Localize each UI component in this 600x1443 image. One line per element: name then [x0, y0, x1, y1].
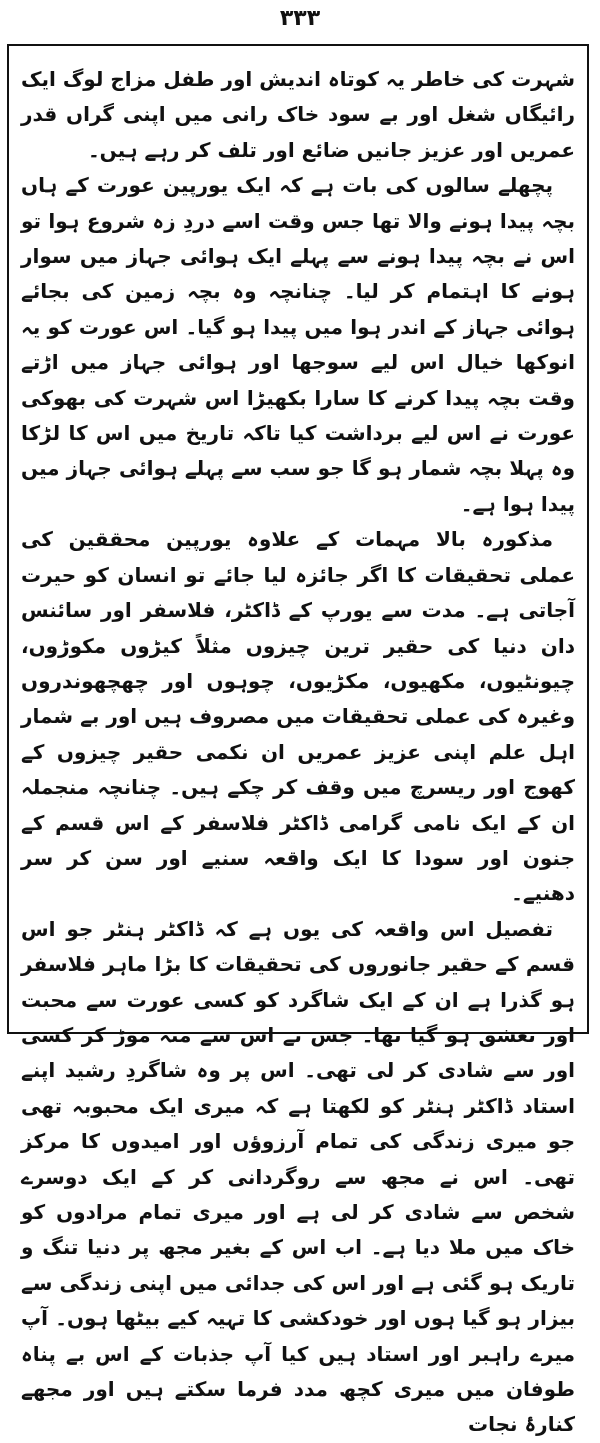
paragraph-2: پچھلے سالوں کی بات ہے کہ ایک یورپین عورت کے ہاں بچہ پیدا ہونے والا تھا جس وقت اسے دردِ زہ شروع ہوا تو اس نے بچہ پیدا ہونے سے پہلے ایک ہوائی جہاز میں سوار ہونے کا اہتمام کر لیا۔ چنانچہ وہ بچہ زمین کی بجائے ہوائی جہاز کے اندر ہوا میں پیدا ہو گیا۔ اس عورت کو یہ انوکھا خیال اس لیے سوجھا اور ہوائی جہاز میں اڑتے وقت بچہ پیدا کرنے کا سارا بکھیڑا اس شہرت کی بھوکی عورت نے اس لیے برداشت کیا تاکہ تاریخ میں اس کا لڑکا وہ پہلا بچہ شمار ہو گا جو سب سے پہلے ہوائی جہاز میں پیدا ہوا ہے۔ — [21, 173, 575, 516]
page-border — [7, 44, 589, 1437]
paragraph-3: مذکورہ بالا مہمات کے علاوہ یورپین محققین کی عملی تحقیقات کا اگر جائزہ لیا جائے تو انسان کو حیرت آجاتی ہے۔ مدت سے یورپ کے ڈاکٹر، فلاسفر اور سائنس دان دنیا کی حقیر ترین چیزوں مثلاً کیڑوں مکوڑوں، چیونٹیوں، مکھیوں، مکڑیوں، چوہوں اور چھچھوندروں وغیرہ کی عملی تحقیقات میں مصروف ہیں اور بے شمار اہل علم اپنی عزیز عمریں ان نکمی حقیر چیزوں کے کھوج اور ریسرچ میں وقف کر چکے ہیں۔ چنانچہ منجملہ ان کے ایک نامی گرامی ڈاکٹر فلاسفر کے اس قسم کے جنون اور سودا کا ایک واقعہ سنیے اور سن کر سر دھنیے۔ — [21, 527, 575, 906]
page-text — [21, 62, 575, 1443]
paragraph-4: تفصیل اس واقعہ کی یوں ہے کہ ڈاکٹر ہنٹر جو اس قسم کے حقیر جانوروں کی تحقیقات کا بڑا ماہر فلاسفر ہو گذرا ہے ان کے ایک شاگرد کو کسی عورت سے محبت اور تعشق ہو گیا تھا۔ جس نے اس سے منہ موڑ کر کسی اور سے شادی کر لی تھی۔ اس پر وہ شاگردِ رشید اپنے استاد ڈاکٹر ہنٹر کو لکھتا ہے کہ میری ایک محبوبہ تھی جو میری زندگی کی تمام آرزوؤں اور امیدوں کا مرکز تھی۔ اس نے مجھ سے روگردانی کر کے ایک دوسرے شخص سے شادی کر لی ہے اور میری تمام مرادوں کو خاک میں ملا دیا ہے۔ اب اس کے بغیر مجھ پر دنیا تنگ و تاریک ہو گئی ہے اور اس کی جدائی میں اپنی زندگی سے بیزار ہو گیا ہوں اور خودکشی کا تہیہ کیے بیٹھا ہوں۔ آپ میرے راہبر اور استاد ہیں کیا آپ جذبات کے اس بے پناہ طوفان میں میری کچھ مدد فرما سکتے ہیں اور مجھے کنارۂ نجات — [21, 916, 575, 1437]
paragraph-1: شہرت کی خاطر یہ کوتاہ اندیش اور طفل مزاج لوگ ایک رائیگاں شغل اور بے سود خاک رانی میں اپنی گراں قدر عمریں اور عزیز جانیں ضائع اور تلف کر رہے ہیں۔ — [21, 67, 575, 162]
page-number: ۳۳۳ — [279, 6, 321, 31]
